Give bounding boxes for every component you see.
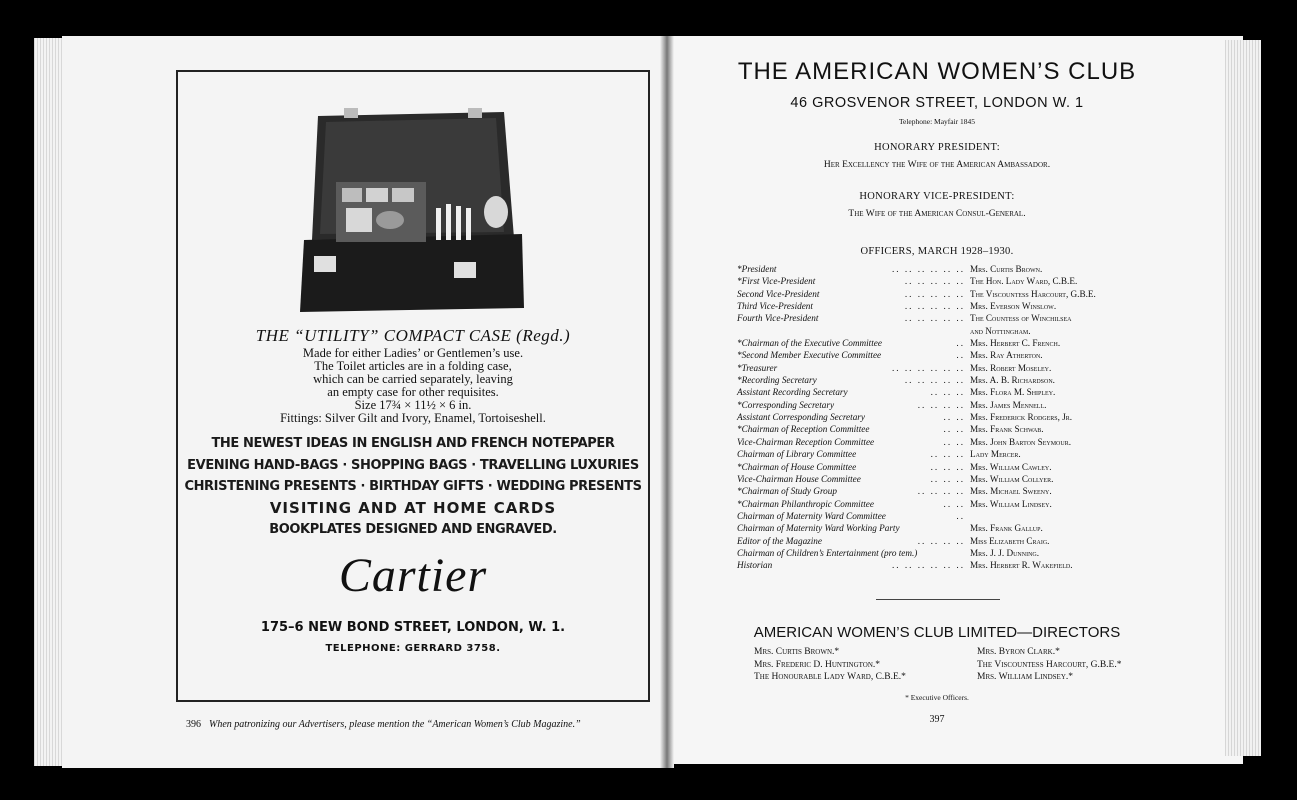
- officer-leader-dots: .. .. ..: [930, 461, 965, 472]
- officer-role: Assistant Corresponding Secretary: [737, 412, 865, 423]
- officer-role: *Chairman of the Executive Committee: [737, 338, 882, 349]
- ad-line: VISITING AND AT HOME CARDS: [269, 498, 557, 517]
- officer-name: Mrs. J. J. Dunning.: [970, 547, 1040, 558]
- ad-product-lines: [176, 433, 650, 541]
- officer-name: Mrs. Ray Atherton.: [970, 350, 1043, 361]
- executive-officers-note: * Executive Officers.: [905, 693, 969, 702]
- page-number-right: 397: [929, 714, 945, 725]
- honorary-president: Her Excellency the Wife of the American Ambassador.: [823, 160, 1051, 170]
- officer-leader-dots: .. .. .. .. .. ..: [891, 264, 965, 274]
- footer-note: When patronizing our Advertisers, please mention the “American Women’s Club Magazine.”: [209, 719, 581, 730]
- officer-role: *Chairman Philanthropic Committee: [737, 498, 874, 509]
- officer-name: Mrs. Frank Schwab.: [970, 424, 1044, 435]
- officer-row: [737, 473, 1177, 485]
- officer-leader-dots: ..: [956, 350, 965, 361]
- officer-leader-dots: ..: [956, 510, 965, 521]
- officer-name: Mrs. Michael Sweeny.: [970, 486, 1052, 497]
- officer-role: Vice-Chairman House Committee: [737, 473, 861, 484]
- ad-desc-line: Fittings: Silver Gilt and Ivory, Enamel, Tortoiseshell.: [280, 411, 546, 425]
- officer-role: *Second Member Executive Committee: [737, 350, 882, 361]
- officer-row: [737, 522, 1177, 534]
- officer-leader-dots: .. .. .. .. ..: [904, 288, 965, 299]
- officer-name: Mrs. Curtis Brown.: [970, 264, 1043, 274]
- officer-role: Chairman of Children’s Entertainment (pro tem.): [737, 547, 918, 558]
- officer-name: Mrs. Flora M. Shipley.: [970, 387, 1056, 398]
- officer-leader-dots: .. .. .. ..: [917, 486, 965, 497]
- ad-line: CHRISTENING PRESENTS · BIRTHDAY GIFTS · WEDDING PRESENTS: [184, 479, 642, 494]
- director-name: Mrs. Byron Clark.*: [977, 647, 1060, 657]
- ad-desc-line: Made for either Ladies’ or Gentlemen’s use.: [302, 346, 524, 360]
- officer-name: Lady Mercer.: [970, 449, 1021, 460]
- officer-leader-dots: .. .. .. ..: [917, 399, 965, 410]
- ad-line: EVENING HAND-BAGS · SHOPPING BAGS · TRAVELLING LUXURIES: [187, 457, 639, 473]
- directors-right-column: [977, 646, 1121, 684]
- officers-list: [737, 263, 1177, 572]
- officer-role: *First Vice-President: [737, 276, 816, 287]
- officer-row: [737, 263, 1177, 275]
- officer-role: Second Vice-President: [737, 288, 820, 299]
- officer-role: Chairman of Maternity Ward Working Party: [737, 523, 900, 534]
- officer-name: The Viscountess Harcourt, G.B.E.: [970, 288, 1096, 299]
- officer-leader-dots: .. .. .. .. .. ..: [891, 362, 965, 373]
- ad-telephone: TELEPHONE: GERRARD 3758.: [325, 643, 501, 654]
- officer-row: [737, 386, 1177, 398]
- officer-name: Mrs. A. B. Richardson.: [970, 375, 1055, 386]
- officer-row: [737, 374, 1177, 386]
- officer-row: [737, 448, 1177, 460]
- director-name: The Honourable Lady Ward, C.B.E.*: [754, 672, 906, 682]
- officer-row: [737, 535, 1177, 547]
- officer-row: [737, 510, 1177, 522]
- divider-rule: [876, 599, 1000, 600]
- officer-leader-dots: .. .. .. .. .. ..: [891, 560, 965, 571]
- officer-row: [737, 275, 1177, 287]
- ad-desc-line: which can be carried separately, leaving: [313, 372, 513, 386]
- officer-role: *President: [737, 264, 777, 274]
- officer-name: Mrs. John Barton Seymour.: [970, 436, 1072, 447]
- officer-row: [737, 325, 1177, 337]
- officer-name: Mrs. Everson Winslow.: [970, 301, 1057, 312]
- left-footer: [186, 719, 656, 730]
- officer-row: [737, 423, 1177, 435]
- officer-row: [737, 300, 1177, 312]
- ad-line: BOOKPLATES DESIGNED AND ENGRAVED.: [269, 522, 557, 537]
- page-number-left: 396: [186, 719, 201, 730]
- officer-row: [737, 547, 1177, 559]
- officer-name: Mrs. Robert Moseley.: [970, 362, 1052, 373]
- director-name: Mrs. Frederic D. Huntington.*: [754, 659, 881, 670]
- officer-row: [737, 485, 1177, 497]
- officer-name: Mrs. William Cawley.: [970, 461, 1052, 472]
- club-title: THE AMERICAN WOMEN’S CLUB: [737, 58, 1137, 85]
- ad-line: THE NEWEST IDEAS IN ENGLISH AND FRENCH NOTEPAPER: [211, 436, 615, 451]
- officer-leader-dots: ..: [956, 338, 965, 349]
- club-telephone: Telephone: Mayfair 1845: [898, 117, 976, 126]
- officer-name: Mrs. Herbert C. French.: [970, 338, 1061, 349]
- officer-name: Mrs. Frederick Rodgers, Jr.: [970, 412, 1073, 423]
- director-name: The Viscountess Harcourt, G.B.E.*: [977, 659, 1122, 670]
- officer-name: The Countess of Winchilsea: [970, 313, 1072, 324]
- officer-name: Mrs. Herbert R. Wakefield.: [970, 560, 1073, 571]
- director-name: Mrs. Curtis Brown.*: [754, 647, 840, 657]
- honorary-vp-heading: HONORARY VICE-PRESIDENT:: [859, 191, 1015, 202]
- officer-row: [737, 436, 1177, 448]
- officer-leader-dots: .. .. .. .. ..: [904, 276, 965, 287]
- officer-role: Chairman of Maternity Ward Committee: [737, 510, 886, 521]
- officer-row: [737, 312, 1177, 324]
- officer-name: Mrs. William Lindsey.: [970, 498, 1052, 509]
- officer-role: *Chairman of House Committee: [737, 461, 857, 472]
- ad-title: THE “UTILITY” COMPACT CASE (Regd.): [255, 326, 571, 345]
- officer-leader-dots: .. .. .. .. ..: [904, 375, 965, 386]
- officer-role: *Chairman of Study Group: [737, 486, 837, 497]
- honorary-president-heading: HONORARY PRESIDENT:: [874, 142, 1000, 153]
- officer-role: Chairman of Library Committee: [737, 449, 857, 460]
- officer-leader-dots: .. .. .. ..: [917, 535, 965, 546]
- director-name: Mrs. William Lindsey.*: [977, 672, 1074, 682]
- officer-role: Third Vice-President: [737, 301, 813, 312]
- officer-role: Editor of the Magazine: [737, 535, 822, 546]
- officer-name: Miss Elizabeth Craig.: [970, 535, 1050, 546]
- directors-heading: AMERICAN WOMEN’S CLUB LIMITED—DIRECTORS: [753, 624, 1121, 641]
- page-stack-right: [1225, 40, 1261, 756]
- officer-row: [737, 399, 1177, 411]
- officer-leader-dots: .. .. ..: [930, 449, 965, 460]
- officer-leader-dots: .. .. ..: [930, 473, 965, 484]
- officer-leader-dots: .. ..: [943, 412, 965, 423]
- officers-heading: OFFICERS, MARCH 1928–1930.: [860, 246, 1014, 257]
- officer-role: Historian: [737, 560, 773, 571]
- officer-row: [737, 362, 1177, 374]
- officer-row: [737, 411, 1177, 423]
- ad-address: 175–6 NEW BOND STREET, LONDON, W. 1.: [260, 620, 566, 635]
- officer-role: Assistant Recording Secretary: [737, 387, 848, 398]
- officer-row: [737, 288, 1177, 300]
- officer-name: The Hon. Lady Ward, C.B.E.: [970, 276, 1078, 287]
- officer-leader-dots: .. .. .. .. ..: [904, 313, 965, 324]
- brand-logo: Cartier: [338, 549, 488, 602]
- ad-description: [176, 347, 650, 425]
- officer-name: Mrs. William Collyer.: [970, 473, 1054, 484]
- officer-role: Fourth Vice-President: [737, 313, 819, 324]
- compact-case-illustration: [296, 108, 528, 314]
- officer-role: *Recording Secretary: [737, 375, 817, 386]
- officer-leader-dots: .. ..: [943, 436, 965, 447]
- officer-leader-dots: .. ..: [943, 424, 965, 435]
- officer-leader-dots: .. .. .. .. ..: [904, 301, 965, 312]
- officer-row: [737, 461, 1177, 473]
- officer-leader-dots: .. ..: [943, 498, 965, 509]
- officer-name: Mrs. James Mennell.: [970, 399, 1047, 410]
- honorary-vp: The Wife of the American Consul-General.: [848, 209, 1026, 219]
- officer-row: [737, 349, 1177, 361]
- ad-desc-line: an empty case for other requisites.: [327, 385, 499, 399]
- ad-desc-line: Size 17¾ × 11½ × 6 in.: [354, 398, 472, 412]
- officer-name: and Nottingham.: [970, 325, 1031, 336]
- club-address: 46 GROSVENOR STREET, LONDON W. 1: [790, 95, 1084, 111]
- officer-row: [737, 337, 1177, 349]
- ad-desc-line: The Toilet articles are in a folding case,: [314, 359, 512, 373]
- officer-role: *Corresponding Secretary: [737, 399, 835, 410]
- directors-left-column: [754, 646, 906, 684]
- officer-row: [737, 498, 1177, 510]
- officer-role: Vice-Chairman Reception Committee: [737, 436, 875, 447]
- officer-leader-dots: .. .. ..: [930, 387, 965, 398]
- officer-role: *Treasurer: [737, 362, 778, 373]
- officer-role: *Chairman of Reception Committee: [737, 424, 870, 435]
- officer-name: Mrs. Frank Gallup.: [970, 523, 1043, 534]
- officer-row: [737, 559, 1177, 571]
